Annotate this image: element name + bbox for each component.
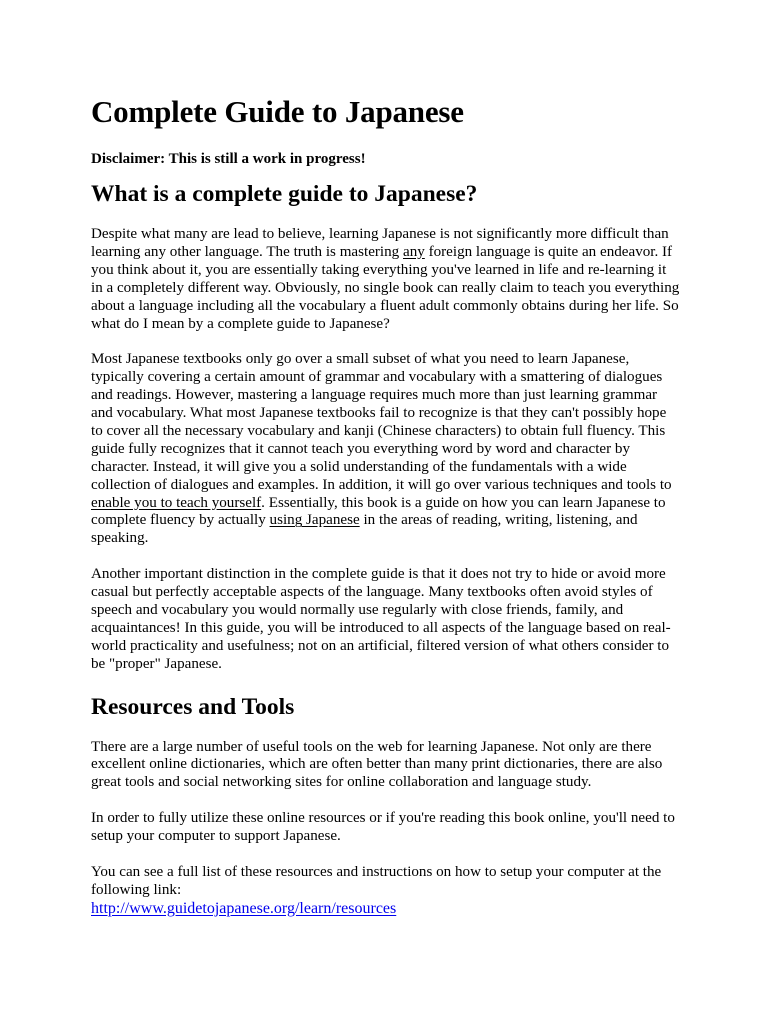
page-title: Complete Guide to Japanese	[91, 94, 464, 129]
disclaimer: Disclaimer: This is still a work in progress!	[91, 151, 366, 167]
paragraph-text: in the areas of reading, writing, listening, and speaking.	[91, 512, 638, 547]
paragraph-textbooks	[91, 351, 681, 548]
underlined-using-japanese: using Japanese	[269, 512, 360, 529]
paragraph-intro	[91, 226, 681, 333]
section-heading-what-is: What is a complete guide to Japanese?	[91, 181, 478, 207]
paragraph-text: . Essentially, this book is a guide on how you can learn Japanese to complete fluency by actually	[91, 494, 666, 529]
paragraph-text: Most Japanese textbooks only go over a small subset of what you need to learn Japanese, typically covering a certain amount of grammar and vocabulary with a smattering of dialogues and readings. However, mastering a language requires much more than just learning grammar and vocabulary. What most Japanese textbooks fail to recognize is that they can't possibly hope to cover all the necessary vocabulary and kanji (Chinese characters) to obtain full fluency. This guide fully recognizes that it cannot teach you everything word by word and character by character. Instead, it will give you a solid understanding of the fundamentals with a wide collection of dialogues and examples. In addition, it will go over various techniques and tools to	[91, 351, 672, 493]
resources-link[interactable]: http://www.guidetojapanese.org/learn/resources	[91, 899, 397, 917]
paragraph-link-intro: You can see a full list of these resources and instructions on how to setup your computer at the following link:	[91, 863, 662, 898]
underlined-any: any	[403, 243, 425, 260]
paragraph-distinction: Another important distinction in the complete guide is that it does not try to hide or avoid more casual but perfectly acceptable aspects of the language. Many textbooks often avoid styles of speech and vocabulary you would normally use regularly with close friends, family, and acquaintances! In this guide, you will be introduced to all aspects of the language based on real-world practicality and usefulness; not on an artificial, filtered version of what others consider to be "proper" Japanese.	[91, 566, 671, 672]
paragraph-tools: There are a large number of useful tools on the web for learning Japanese. Not only are there excellent online dictionaries, which are often better than many print dictionaries, there are also great tools and social networking sites for online collaboration and language study.	[91, 738, 663, 791]
paragraph-text: Despite what many are lead to believe, learning Japanese is not significantly more difficult than learning any other language. The truth is mastering	[91, 226, 669, 260]
paragraph-text: foreign language is quite an endeavor. If you think about it, you are essentially taking everything you've learned in life and re-learning it in a completely different way. Obviously, no single book can really claim to teach you everything about a language including all the vocabulary a fluent adult commonly obtains during her life. So what do I mean by a complete guide to Japanese?	[91, 243, 680, 332]
section-heading-resources: Resources and Tools	[91, 693, 295, 720]
document-page	[91, 92, 681, 918]
underlined-teach-yourself: enable you to teach yourself	[91, 494, 262, 511]
paragraph-setup: In order to fully utilize these online resources or if you're reading this book online, you'll need to setup your computer to support Japanese.	[91, 810, 675, 845]
